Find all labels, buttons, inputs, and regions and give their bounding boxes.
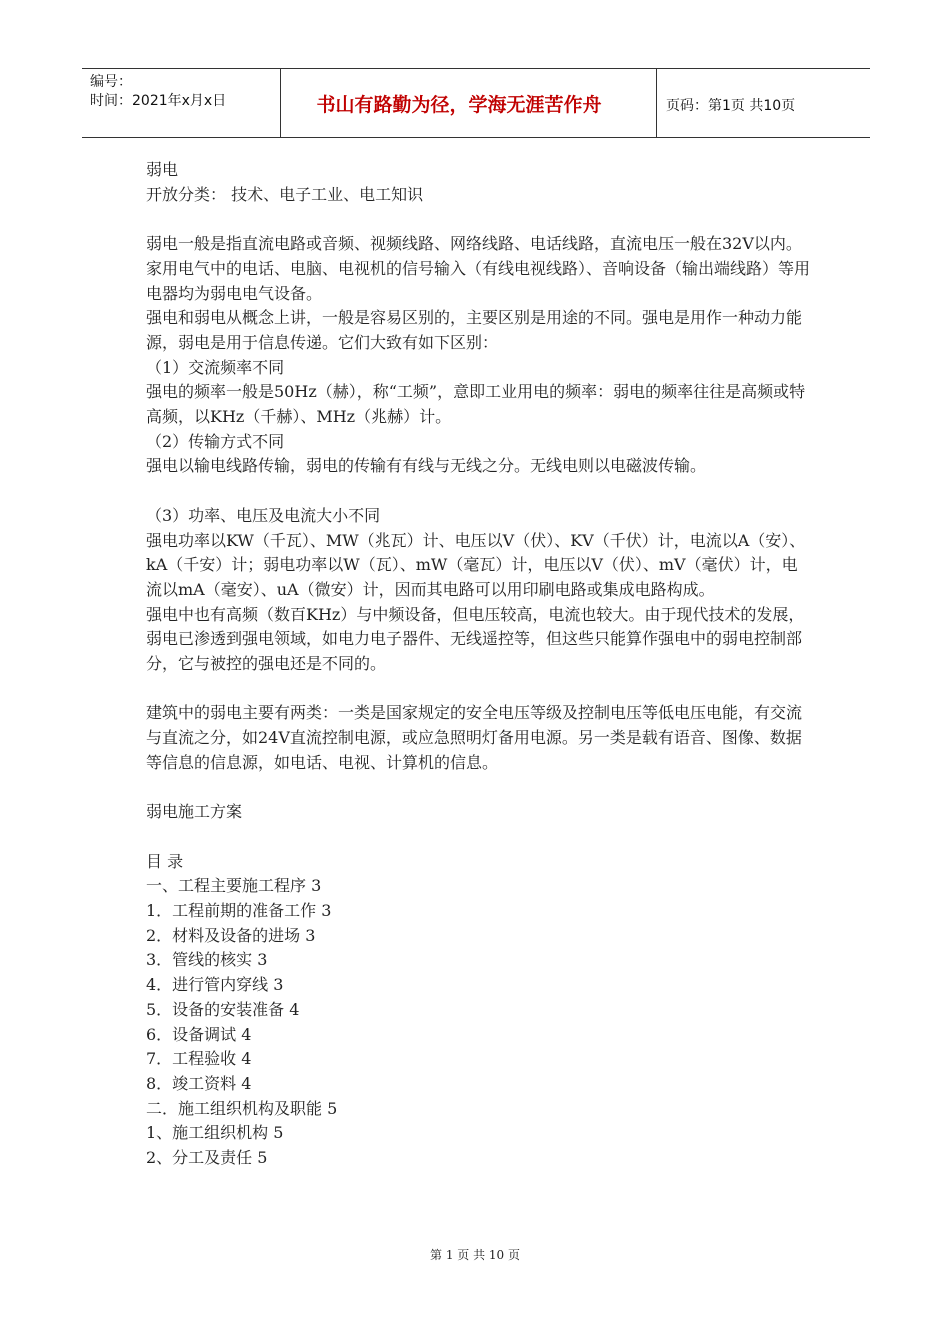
paragraph: 弱电一般是指直流电路或音频、视频线路、网络线路、电话线路，直流电压一般在32V以内。家用电气中的电话、电脑、电视机的信号输入（有线电视线路）、音响设备（输出端线路）等用电器均为弱电电气设备。: [146, 234, 811, 303]
paragraph: 强电中也有高频（数百KHz）与中频设备，但电压较高，电流也较大。由于现代技术的发展，弱电已渗透到强电领域，如电力电子器件、无线遥控等，但这些只能算作强电中的弱电控制部分，它与被控的强电还是不同的。: [146, 604, 805, 674]
paragraph: 强电和弱电从概念上讲，一般是容易区别的，主要区别是用途的不同。强电是用作一种动力能源，弱电是用于信息传递。它们大致有如下区别：: [146, 308, 803, 352]
toc-item: 8．竣工资料 4: [146, 1073, 252, 1093]
header-page-info: 页码：第1页 共10页: [666, 98, 796, 114]
header-number-label: 编号：: [90, 74, 132, 90]
paragraph: 强电以输电线路传输，弱电的传输有有线与无线之分。无线电则以电磁波传输。: [146, 456, 707, 476]
toc-item: 二．施工组织机构及职能 5: [146, 1098, 338, 1118]
toc-item: 5．设备的安装准备 4: [146, 999, 300, 1019]
plan-title: 弱电施工方案: [146, 802, 243, 822]
header-divider: [656, 69, 657, 137]
section-heading: （1）交流频率不同: [146, 357, 285, 377]
toc-item: 7．工程验收 4: [146, 1049, 252, 1069]
toc-item: 2、分工及责任 5: [146, 1148, 268, 1168]
toc-item: 4．进行管内穿线 3: [146, 975, 284, 995]
toc-item: 一、工程主要施工程序 3: [146, 876, 322, 896]
doc-title: 弱电: [146, 160, 179, 179]
toc-item: 1．工程前期的准备工作 3: [146, 901, 332, 921]
blank-line: [146, 776, 810, 801]
doc-category: 开放分类： 技术、电子工业、电工知识: [146, 184, 424, 204]
section-heading: （2）传输方式不同: [146, 431, 285, 451]
header-meta: [90, 73, 226, 111]
toc-title: 目 录: [146, 851, 184, 871]
toc-item: 2．材料及设备的进场 3: [146, 925, 316, 945]
page-footer: 第 1 页 共 10 页: [430, 1248, 520, 1262]
blank-line: [146, 479, 810, 504]
header-date-label: 时间：2021年x月x日: [90, 93, 227, 109]
blank-line: [146, 207, 810, 232]
paragraph: 强电功率以KW（千瓦）、MW（兆瓦）计、电压以V（伏）、KV（千伏）计，电流以A（安）、kA（千安）计；弱电功率以W（瓦）、mW（毫瓦）计，电压以V（伏）、mV（毫伏）计，电流以mA（毫安）、uA（微安）计，因而其电路可以用印刷电路或集成电路构成。: [146, 530, 806, 599]
blank-line: [146, 825, 810, 850]
document-body: [146, 158, 810, 1171]
toc-item: 1、施工组织机构 5: [146, 1123, 284, 1143]
header-motto: 书山有路勤为径，学海无涯苦作舟: [316, 93, 602, 116]
toc-item: 3．管线的核实 3: [146, 950, 268, 970]
section-heading: （3）功率、电压及电流大小不同: [146, 505, 381, 525]
blank-line: [146, 677, 810, 702]
toc-item: 6．设备调试 4: [146, 1024, 252, 1044]
paragraph: 强电的频率一般是50Hz（赫），称“工频”，意即工业用电的频率：弱电的频率往往是高频或特高频，以KHz（千赫）、MHz（兆赫）计。: [146, 382, 806, 427]
paragraph: 建筑中的弱电主要有两类：一类是国家规定的安全电压等级及控制电压等低电压电能，有交流与直流之分，如24V直流控制电源，或应急照明灯备用电源。另一类是载有语音、图像、数据等信息的信息源，如电话、电视、计算机的信息。: [146, 703, 803, 772]
page-header: [82, 68, 870, 138]
